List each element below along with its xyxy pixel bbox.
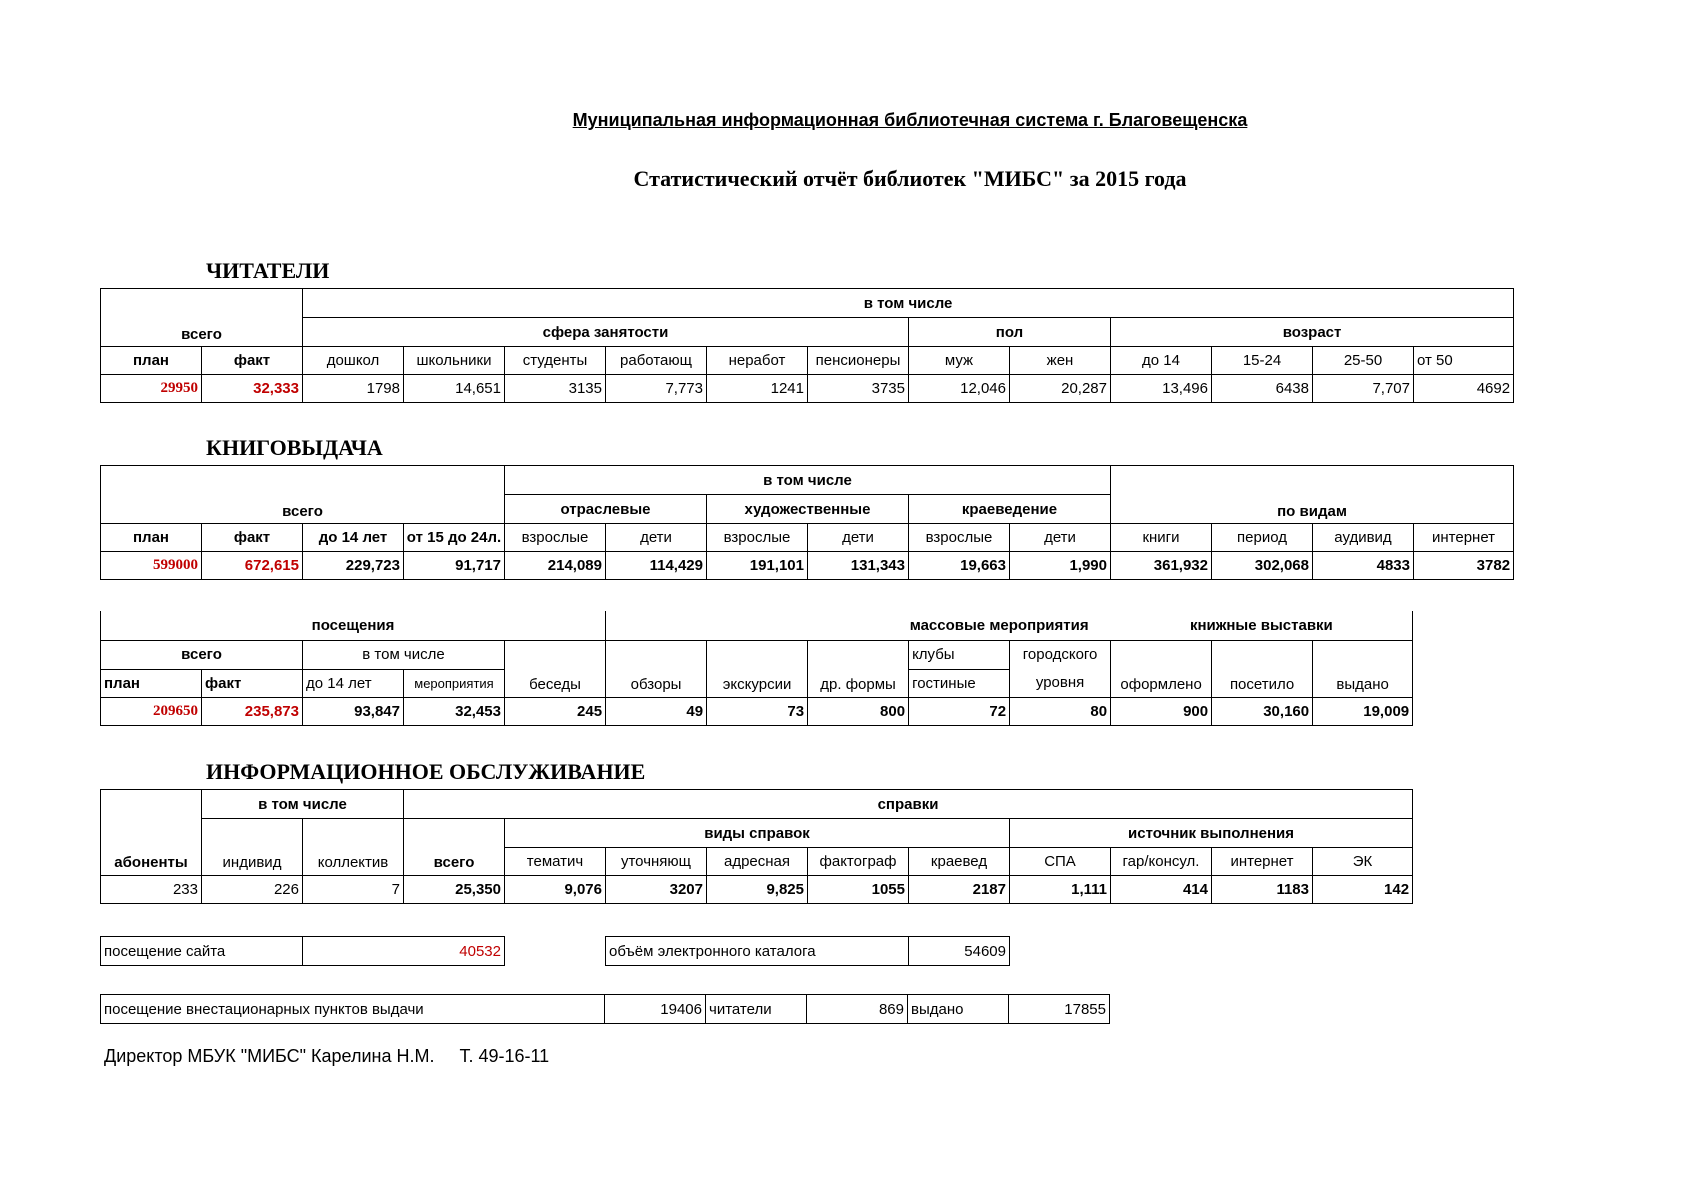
visits-col-level: уровня [1010, 669, 1111, 697]
outreach-readers-label: читатели [706, 995, 807, 1024]
info-source-header: источник выполнения [1010, 819, 1413, 848]
readers-col-female: жен [1010, 347, 1111, 375]
loans-value: 191,101 [707, 552, 808, 580]
info-value: 414 [1111, 876, 1212, 904]
info-col-collective: коллектив [303, 819, 404, 876]
info-value: 233 [101, 876, 202, 904]
loans-value: 4833 [1313, 552, 1414, 580]
loans-value: 19,663 [909, 552, 1010, 580]
visits-value: 800 [808, 697, 909, 725]
visits-value: 900 [1111, 697, 1212, 725]
loans-col-local-adults: взрослые [909, 524, 1010, 552]
org-title: Муниципальная информационная библиотечная система г. Благовещенска [572, 110, 1248, 130]
loans-section-title: КНИГОВЫДАЧА [206, 435, 383, 460]
visits-fact-value: 235,873 [202, 697, 303, 725]
readers-col-pupils: школьники [404, 347, 505, 375]
visits-col-designed: оформлено [1111, 640, 1212, 697]
visits-col-events: мероприятия [404, 669, 505, 697]
info-value: 3207 [606, 876, 707, 904]
loans-fact-value: 672,615 [202, 552, 303, 580]
visits-col-lounges: гостиные [909, 669, 1010, 697]
visits-in-total-header: в том числе [303, 640, 505, 669]
info-col-clarifying: уточняющ [606, 848, 707, 876]
info-value: 9,825 [707, 876, 808, 904]
info-in-total-header: в том числе [202, 790, 404, 819]
loans-table [100, 465, 1514, 580]
readers-value: 7,773 [606, 375, 707, 403]
loans-branch-header: отраслевые [505, 495, 707, 524]
readers-value: 4692 [1414, 375, 1514, 403]
visits-col-under14: до 14 лет [303, 669, 404, 697]
info-col-ek: ЭК [1313, 848, 1413, 876]
readers-col-pensioners: пенсионеры [808, 347, 909, 375]
readers-col-plan: план [101, 347, 202, 375]
visits-value: 49 [606, 697, 707, 725]
readers-value: 3135 [505, 375, 606, 403]
info-ref-types-header: виды справок [505, 819, 1010, 848]
readers-col-age-25-50: 25-50 [1313, 347, 1414, 375]
info-table [100, 789, 1413, 904]
mass-events-header: массовые мероприятия [606, 611, 1111, 640]
info-col-total: всего [404, 819, 505, 876]
site-visits-label: посещение сайта [101, 937, 303, 966]
info-value: 25,350 [404, 876, 505, 904]
loans-col-branch-children: дети [606, 524, 707, 552]
info-col-address: адресная [707, 848, 808, 876]
readers-col-age-15-24: 15-24 [1212, 347, 1313, 375]
loans-col-internet: интернет [1414, 524, 1514, 552]
info-value: 7 [303, 876, 404, 904]
visits-value: 32,453 [404, 697, 505, 725]
readers-col-age-over50: от 50 [1414, 347, 1514, 375]
info-col-factual: фактограф [808, 848, 909, 876]
loans-value: 1,990 [1010, 552, 1111, 580]
loans-value: 302,068 [1212, 552, 1313, 580]
loans-col-branch-adults: взрослые [505, 524, 606, 552]
visits-value: 73 [707, 697, 808, 725]
visits-value: 80 [1010, 697, 1111, 725]
loans-value: 3782 [1414, 552, 1514, 580]
readers-plan-value: 29950 [101, 375, 202, 403]
visits-col-plan: план [101, 669, 202, 697]
readers-col-preschool: дошкол [303, 347, 404, 375]
site-visits-box [100, 936, 505, 966]
info-refs-header: справки [404, 790, 1413, 819]
readers-value: 20,287 [1010, 375, 1111, 403]
loans-value: 229,723 [303, 552, 404, 580]
loans-in-total-header: в том числе [505, 466, 1111, 495]
exhibitions-header: книжные выставки [1111, 611, 1413, 640]
readers-employment-header: сфера занятости [303, 318, 909, 347]
loans-col-periodicals: период [1212, 524, 1313, 552]
info-col-thematic: тематич [505, 848, 606, 876]
info-value: 9,076 [505, 876, 606, 904]
readers-value: 13,496 [1111, 375, 1212, 403]
visits-plan-value: 209650 [101, 697, 202, 725]
info-value: 226 [202, 876, 303, 904]
visits-value: 19,009 [1313, 697, 1413, 725]
visits-header: посещения [101, 611, 606, 640]
loans-plan-value: 599000 [101, 552, 202, 580]
site-visits-value: 40532 [303, 937, 505, 966]
loans-col-fiction-children: дети [808, 524, 909, 552]
info-col-consult: гар/консул. [1111, 848, 1212, 876]
outreach-value: 19406 [605, 995, 706, 1024]
readers-value: 12,046 [909, 375, 1010, 403]
visits-value: 72 [909, 697, 1010, 725]
readers-col-students: студенты [505, 347, 606, 375]
report-title: Статистический отчёт библиотек "МИБС" за 2015 года [633, 166, 1187, 191]
loans-col-local-children: дети [1010, 524, 1111, 552]
outreach-readers-value: 869 [807, 995, 908, 1024]
readers-col-age-under14: до 14 [1111, 347, 1212, 375]
visits-col-reviews: обзоры [606, 640, 707, 697]
info-value: 142 [1313, 876, 1413, 904]
loans-col-under14: до 14 лет [303, 524, 404, 552]
readers-fact-value: 32,333 [202, 375, 303, 403]
readers-age-header: возраст [1111, 318, 1514, 347]
info-col-subscribers: абоненты [101, 790, 202, 876]
loans-by-type-header: по видам [1111, 466, 1514, 524]
loans-value: 361,932 [1111, 552, 1212, 580]
visits-total-header: всего [101, 640, 303, 669]
visits-value: 93,847 [303, 697, 404, 725]
info-value: 1055 [808, 876, 909, 904]
readers-in-total-header: в том числе [303, 289, 1514, 318]
loans-col-fact: факт [202, 524, 303, 552]
readers-sex-header: пол [909, 318, 1111, 347]
loans-value: 214,089 [505, 552, 606, 580]
loans-fiction-header: художественные [707, 495, 909, 524]
readers-value: 7,707 [1313, 375, 1414, 403]
readers-table [100, 288, 1514, 403]
readers-col-male: муж [909, 347, 1010, 375]
outreach-issued-label: выдано [908, 995, 1009, 1024]
loans-local-header: краеведение [909, 495, 1111, 524]
outreach-issued-value: 17855 [1009, 995, 1110, 1024]
visits-col-visited: посетило [1212, 640, 1313, 697]
info-value: 2187 [909, 876, 1010, 904]
info-col-internet: интернет [1212, 848, 1313, 876]
loans-col-plan: план [101, 524, 202, 552]
readers-col-unemployed: неработ [707, 347, 808, 375]
visits-col-talks: беседы [505, 640, 606, 697]
loans-value: 114,429 [606, 552, 707, 580]
visits-value: 245 [505, 697, 606, 725]
visits-col-issued: выдано [1313, 640, 1413, 697]
readers-total-header: всего [101, 289, 303, 347]
catalog-box [605, 936, 1010, 966]
loans-total-header: всего [101, 466, 505, 524]
loans-col-fiction-adults: взрослые [707, 524, 808, 552]
loans-value: 131,343 [808, 552, 909, 580]
visits-table [100, 611, 1413, 726]
readers-section-title: ЧИТАТЕЛИ [206, 258, 330, 283]
info-value: 1183 [1212, 876, 1313, 904]
director-footer: Директор МБУК "МИБС" Карелина Н.М. Т. 49-16-11 [104, 1046, 550, 1066]
outreach-label: посещение внестационарных пунктов выдачи [101, 995, 605, 1024]
readers-value: 14,651 [404, 375, 505, 403]
catalog-value: 54609 [909, 937, 1010, 966]
outreach-box [100, 994, 1110, 1024]
info-section-title: ИНФОРМАЦИОННОЕ ОБСЛУЖИВАНИЕ [206, 759, 646, 784]
readers-value: 3735 [808, 375, 909, 403]
visits-col-clubs: клубы [909, 640, 1010, 669]
readers-col-employed: работающ [606, 347, 707, 375]
info-col-spa: СПА [1010, 848, 1111, 876]
readers-value: 6438 [1212, 375, 1313, 403]
visits-col-excursions: экскурсии [707, 640, 808, 697]
loans-col-15-24: от 15 до 24л. [404, 524, 505, 552]
catalog-label: объём электронного каталога [606, 937, 909, 966]
info-col-local: краевед [909, 848, 1010, 876]
readers-value: 1798 [303, 375, 404, 403]
readers-value: 1241 [707, 375, 808, 403]
info-value: 1,111 [1010, 876, 1111, 904]
info-col-individual: индивид [202, 819, 303, 876]
loans-col-books: книги [1111, 524, 1212, 552]
loans-col-audiovisual: аудивид [1313, 524, 1414, 552]
visits-col-fact: факт [202, 669, 303, 697]
visits-col-city: городского [1010, 640, 1111, 669]
visits-col-other-forms: др. формы [808, 640, 909, 697]
loans-value: 91,717 [404, 552, 505, 580]
readers-col-fact: факт [202, 347, 303, 375]
visits-value: 30,160 [1212, 697, 1313, 725]
